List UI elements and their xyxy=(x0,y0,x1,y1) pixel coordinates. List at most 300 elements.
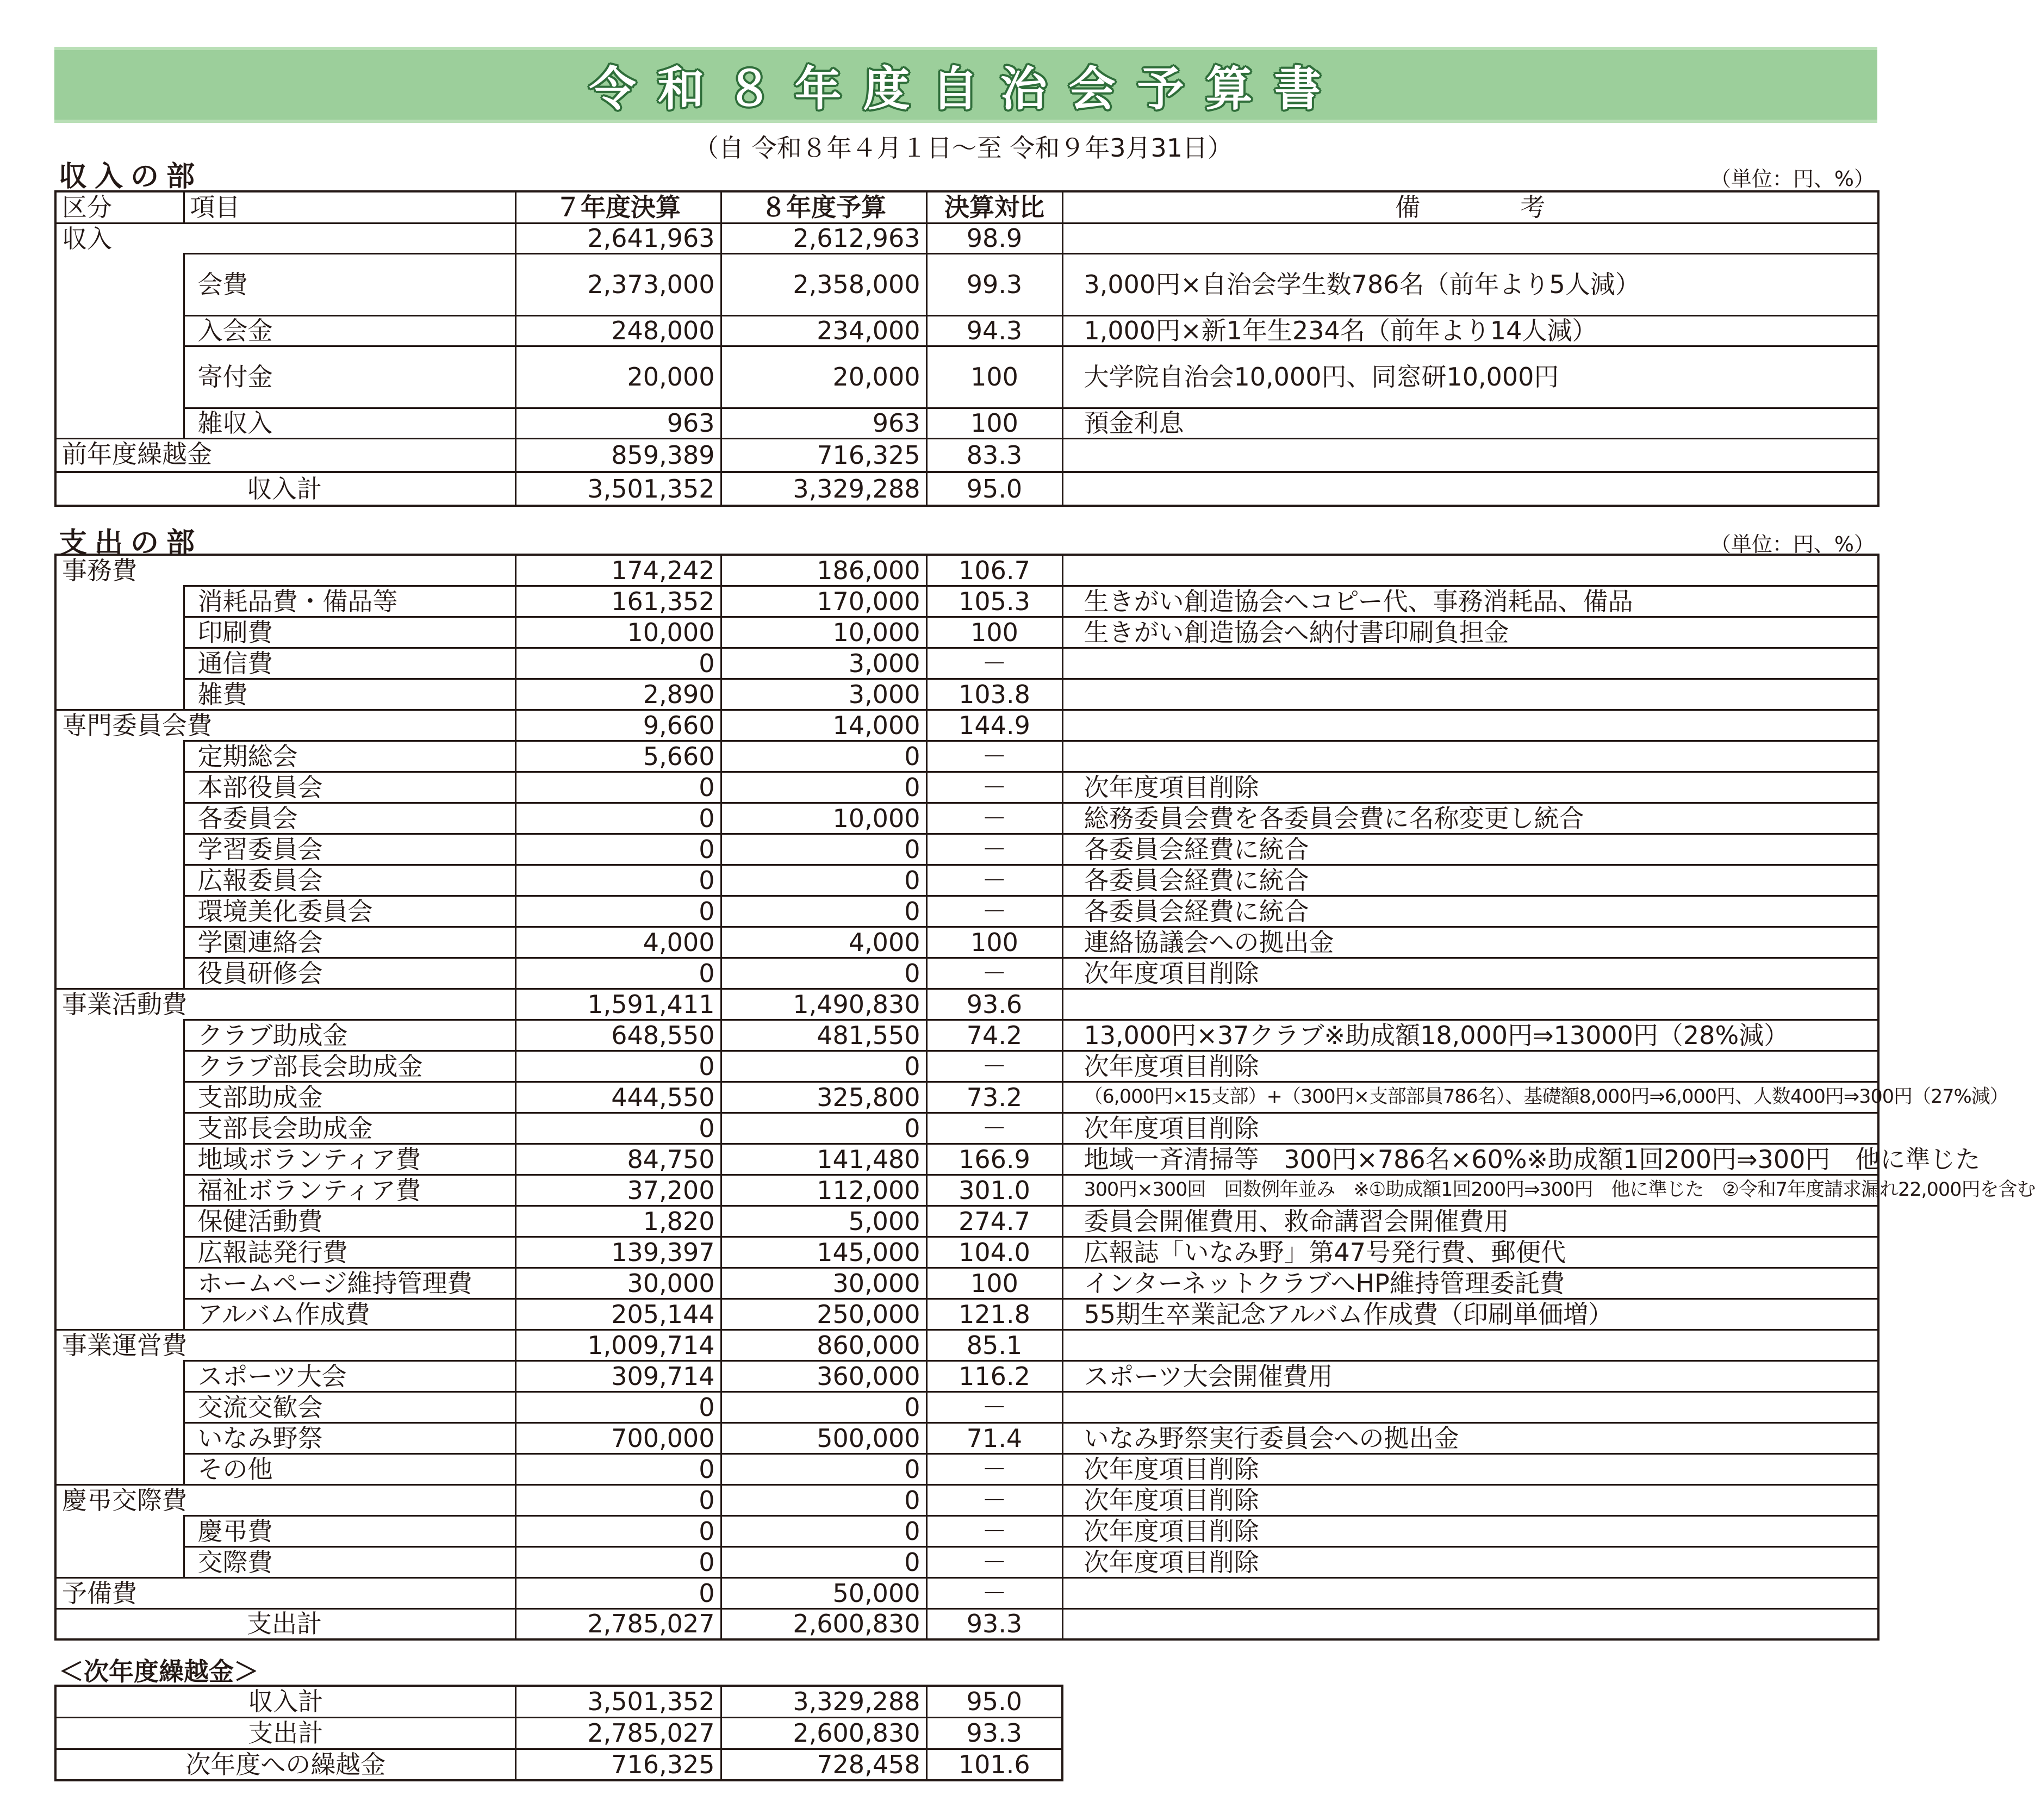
income-header-row xyxy=(55,191,1878,223)
budget-value: 4,000 xyxy=(721,927,926,958)
ratio-value: － xyxy=(926,741,1062,772)
prev-settlement-value: 2,641,963 xyxy=(515,223,721,253)
category-label: 事業活動費 xyxy=(55,989,515,1020)
header-budget: ８年度予算 xyxy=(721,191,926,223)
note-text: いなみ野祭実行委員会への拠出金 xyxy=(1062,1423,1878,1453)
note-text: 13,000円×37クラブ※助成額18,000円⇒13000円（28%減） xyxy=(1062,1020,1878,1051)
category-spacer xyxy=(55,1020,184,1051)
ratio-value: 106.7 xyxy=(926,555,1062,586)
category-spacer xyxy=(55,896,184,927)
ratio-value: － xyxy=(926,834,1062,865)
prev-settlement-value: 0 xyxy=(515,1515,721,1546)
category-spacer xyxy=(55,1206,184,1237)
ratio-value: － xyxy=(926,1453,1062,1484)
note-text: スポーツ大会開催費用 xyxy=(1062,1361,1878,1392)
note-text: 各委員会経費に統合 xyxy=(1062,896,1878,927)
category-spacer xyxy=(55,1299,184,1330)
table-row xyxy=(55,1577,1878,1608)
item-label: 交際費 xyxy=(184,1546,515,1577)
prev-settlement-value: 963 xyxy=(515,408,721,438)
budget-value: 0 xyxy=(721,896,926,927)
budget-value: 10,000 xyxy=(721,803,926,834)
table-row xyxy=(55,1051,1878,1082)
ratio-value: － xyxy=(926,1113,1062,1144)
ratio-value: 71.4 xyxy=(926,1423,1062,1453)
note-text: 次年度項目削除 xyxy=(1062,1546,1878,1577)
expense-total-budget: 2,600,830 xyxy=(721,1608,926,1639)
category-spacer xyxy=(55,586,184,617)
item-label: 通信費 xyxy=(184,648,515,679)
ratio-value: 301.0 xyxy=(926,1175,1062,1206)
note-text: 総務委員会費を各委員会費に名称変更し統合 xyxy=(1062,803,1878,834)
expense-total-prev: 2,785,027 xyxy=(515,1608,721,1639)
ratio-value: 103.8 xyxy=(926,679,1062,710)
category-spacer xyxy=(55,741,184,772)
budget-value: 10,000 xyxy=(721,617,926,648)
item-label: 広報委員会 xyxy=(184,865,515,896)
budget-value: 145,000 xyxy=(721,1237,926,1268)
ratio-value: 98.9 xyxy=(926,223,1062,253)
category-spacer xyxy=(55,1515,184,1546)
table-row xyxy=(55,927,1878,958)
table-row xyxy=(55,586,1878,617)
table-row xyxy=(55,555,1878,586)
prev-settlement-value: 859,389 xyxy=(515,438,721,472)
prev-settlement-value: 30,000 xyxy=(515,1268,721,1299)
prev-settlement-value: 700,000 xyxy=(515,1423,721,1453)
income-total-label: 収入計 xyxy=(55,472,515,506)
category-label: 事務費 xyxy=(55,555,515,586)
category-spacer xyxy=(55,1361,184,1392)
note-text: 次年度項目削除 xyxy=(1062,1113,1878,1144)
table-row xyxy=(55,710,1878,741)
budget-value: 3,000 xyxy=(721,679,926,710)
item-label: 入会金 xyxy=(184,315,515,346)
note-text: 生きがい創造協会へコピー代、事務消耗品、備品 xyxy=(1062,586,1878,617)
budget-value: 481,550 xyxy=(721,1020,926,1051)
table-row xyxy=(55,1113,1878,1144)
budget-value: 0 xyxy=(721,1484,926,1515)
category-label: 専門委員会費 xyxy=(55,710,515,741)
prev-settlement-value: 1,009,714 xyxy=(515,1330,721,1361)
prev-settlement-value: 1,820 xyxy=(515,1206,721,1237)
budget-value: 963 xyxy=(721,408,926,438)
category-spacer xyxy=(55,648,184,679)
expense-table xyxy=(54,554,2035,1641)
category-spacer xyxy=(55,1237,184,1268)
carryover-label: 収入計 xyxy=(55,1686,515,1717)
note-text: 次年度項目削除 xyxy=(1062,1051,1878,1082)
carryover-prev-value: 3,501,352 xyxy=(515,1686,721,1717)
note-text: 各委員会経費に統合 xyxy=(1062,834,1878,865)
table-row xyxy=(55,617,1878,648)
ratio-value: 83.3 xyxy=(926,438,1062,472)
prev-settlement-value: 20,000 xyxy=(515,346,721,408)
category-spacer xyxy=(55,803,184,834)
note-text xyxy=(1062,438,1878,472)
ratio-value: － xyxy=(926,1577,1062,1608)
ratio-value: － xyxy=(926,1051,1062,1082)
category-spacer xyxy=(55,1453,184,1484)
table-row xyxy=(55,1144,1878,1175)
prev-settlement-value: 161,352 xyxy=(515,586,721,617)
note-text: 大学院自治会10,000円、同窓研10,000円 xyxy=(1062,346,1878,408)
note-text xyxy=(1062,223,1878,253)
item-label: 福祉ボランティア費 xyxy=(184,1175,515,1206)
ratio-value: － xyxy=(926,1484,1062,1515)
item-label: 環境美化委員会 xyxy=(184,896,515,927)
budget-value: 0 xyxy=(721,1392,926,1423)
ratio-value: － xyxy=(926,958,1062,989)
item-label: 雑費 xyxy=(184,679,515,710)
carryover-ratio-value: 101.6 xyxy=(926,1749,1062,1780)
ratio-value: 73.2 xyxy=(926,1082,1062,1113)
category-label: 予備費 xyxy=(55,1577,515,1608)
table-row xyxy=(55,958,1878,989)
note-text: 預金利息 xyxy=(1062,408,1878,438)
header-note: 備 考 xyxy=(1062,191,1878,223)
ratio-value: 100 xyxy=(926,1268,1062,1299)
category-spacer xyxy=(55,865,184,896)
prev-settlement-value: 0 xyxy=(515,648,721,679)
budget-value: 716,325 xyxy=(721,438,926,472)
note-text: 3,000円×自治会学生数786名（前年より5人減） xyxy=(1062,253,1878,315)
item-label: アルバム作成費 xyxy=(184,1299,515,1330)
ratio-value: 100 xyxy=(926,346,1062,408)
carryover-budget-value: 3,329,288 xyxy=(721,1686,926,1717)
note-text: 次年度項目削除 xyxy=(1062,772,1878,803)
note-text: 次年度項目削除 xyxy=(1062,1453,1878,1484)
table-row xyxy=(55,834,1878,865)
prev-settlement-value: 84,750 xyxy=(515,1144,721,1175)
item-label: 寄付金 xyxy=(184,346,515,408)
item-label: いなみ野祭 xyxy=(184,1423,515,1453)
budget-value: 0 xyxy=(721,834,926,865)
category-spacer xyxy=(55,315,184,346)
income-total-row xyxy=(55,472,1878,506)
item-label: 支部長会助成金 xyxy=(184,1113,515,1144)
note-text: 各委員会経費に統合 xyxy=(1062,865,1878,896)
budget-value: 186,000 xyxy=(721,555,926,586)
item-label: 雑収入 xyxy=(184,408,515,438)
budget-value: 2,358,000 xyxy=(721,253,926,315)
prev-settlement-value: 248,000 xyxy=(515,315,721,346)
category-label: 慶弔交際費 xyxy=(55,1484,515,1515)
table-row xyxy=(55,741,1878,772)
item-label: 定期総会 xyxy=(184,741,515,772)
note-text xyxy=(1062,555,1878,586)
income-total-ratio: 95.0 xyxy=(926,472,1062,506)
table-row xyxy=(55,1299,1878,1330)
item-label: 印刷費 xyxy=(184,617,515,648)
category-label: 収入 xyxy=(55,223,515,253)
prev-settlement-value: 5,660 xyxy=(515,741,721,772)
prev-settlement-value: 174,242 xyxy=(515,555,721,586)
ratio-value: － xyxy=(926,803,1062,834)
header-item: 項目 xyxy=(184,191,515,223)
ratio-value: 105.3 xyxy=(926,586,1062,617)
table-row xyxy=(55,1484,1878,1515)
note-text: 委員会開催費用、救命講習会開催費用 xyxy=(1062,1206,1878,1237)
title-banner xyxy=(54,47,1877,123)
ratio-value: 116.2 xyxy=(926,1361,1062,1392)
carryover-label: 支出計 xyxy=(55,1717,515,1749)
budget-value: 112,000 xyxy=(721,1175,926,1206)
prev-settlement-value: 0 xyxy=(515,834,721,865)
prev-settlement-value: 0 xyxy=(515,1392,721,1423)
note-text xyxy=(1062,710,1878,741)
ratio-value: 94.3 xyxy=(926,315,1062,346)
prev-settlement-value: 0 xyxy=(515,1546,721,1577)
carryover-table xyxy=(54,1685,1063,1781)
ratio-value: － xyxy=(926,1546,1062,1577)
category-spacer xyxy=(55,1051,184,1082)
expense-total-label: 支出計 xyxy=(55,1608,515,1639)
ratio-value: 93.6 xyxy=(926,989,1062,1020)
carryover-section-title: ＜次年度繰越金＞ xyxy=(59,1657,259,1686)
header-ratio: 決算対比 xyxy=(926,191,1062,223)
ratio-value: － xyxy=(926,865,1062,896)
note-text: 地域一斉清掃等 300円×786名×60%※助成額1回200円⇒300円 他に準じた xyxy=(1062,1144,1878,1175)
ratio-value: 166.9 xyxy=(926,1144,1062,1175)
budget-value: 0 xyxy=(721,772,926,803)
category-spacer xyxy=(55,1082,184,1113)
category-spacer xyxy=(55,1144,184,1175)
prev-settlement-value: 0 xyxy=(515,772,721,803)
prev-settlement-value: 0 xyxy=(515,1113,721,1144)
table-row xyxy=(55,1206,1878,1237)
expense-total-note xyxy=(1062,1608,1878,1639)
note-text: インターネットクラブへHP維持管理委託費 xyxy=(1062,1268,1878,1299)
category-spacer xyxy=(55,834,184,865)
item-label: 消耗品費・備品等 xyxy=(184,586,515,617)
table-row xyxy=(55,253,1878,315)
prev-settlement-value: 0 xyxy=(515,958,721,989)
budget-value: 50,000 xyxy=(721,1577,926,1608)
item-label: その他 xyxy=(184,1453,515,1484)
prev-settlement-value: 0 xyxy=(515,1453,721,1484)
note-text xyxy=(1062,679,1878,710)
ratio-value: 144.9 xyxy=(926,710,1062,741)
budget-value: 1,490,830 xyxy=(721,989,926,1020)
budget-value: 141,480 xyxy=(721,1144,926,1175)
note-text xyxy=(1062,1392,1878,1423)
prev-settlement-value: 0 xyxy=(515,1051,721,1082)
budget-value: 0 xyxy=(721,1113,926,1144)
category-spacer xyxy=(55,253,184,315)
prev-settlement-value: 648,550 xyxy=(515,1020,721,1051)
table-row xyxy=(55,1392,1878,1423)
category-spacer xyxy=(55,1113,184,1144)
note-text xyxy=(1062,989,1878,1020)
income-total-note xyxy=(1062,472,1878,506)
budget-value: 234,000 xyxy=(721,315,926,346)
item-label: ホームページ維持管理費 xyxy=(184,1268,515,1299)
note-text: （6,000円×15支部）+（300円×支部部員786名）、基礎額8,000円⇒6,000円、人数400円⇒300円（27%減） xyxy=(1062,1082,1878,1113)
carryover-prev-value: 2,785,027 xyxy=(515,1717,721,1749)
budget-value: 860,000 xyxy=(721,1330,926,1361)
budget-value: 500,000 xyxy=(721,1423,926,1453)
table-row xyxy=(55,223,1878,253)
category-spacer xyxy=(55,1546,184,1577)
budget-value: 5,000 xyxy=(721,1206,926,1237)
table-row xyxy=(55,346,1878,408)
table-row xyxy=(55,865,1878,896)
note-text xyxy=(1062,648,1878,679)
ratio-value: 100 xyxy=(926,617,1062,648)
item-label: 交流交歓会 xyxy=(184,1392,515,1423)
table-row xyxy=(55,1546,1878,1577)
prev-settlement-value: 9,660 xyxy=(515,710,721,741)
note-text: 次年度項目削除 xyxy=(1062,1484,1878,1515)
budget-value: 20,000 xyxy=(721,346,926,408)
fiscal-period: （自 令和８年４月１日～至 令和９年3月31日） xyxy=(693,133,1233,163)
category-spacer xyxy=(55,1392,184,1423)
category-spacer xyxy=(55,1268,184,1299)
item-label: 地域ボランティア費 xyxy=(184,1144,515,1175)
item-label: 役員研修会 xyxy=(184,958,515,989)
table-row xyxy=(55,1361,1878,1392)
table-row xyxy=(55,896,1878,927)
table-row xyxy=(55,772,1878,803)
income-table xyxy=(54,190,1880,507)
category-spacer xyxy=(55,679,184,710)
prev-settlement-value: 0 xyxy=(515,803,721,834)
table-row xyxy=(55,1020,1878,1051)
budget-value: 325,800 xyxy=(721,1082,926,1113)
budget-value: 14,000 xyxy=(721,710,926,741)
carryover-ratio-value: 95.0 xyxy=(926,1686,1062,1717)
budget-value: 30,000 xyxy=(721,1268,926,1299)
expense-total-row xyxy=(55,1608,1878,1639)
prev-settlement-value: 0 xyxy=(515,1577,721,1608)
item-label: 学習委員会 xyxy=(184,834,515,865)
prev-settlement-value: 0 xyxy=(515,865,721,896)
budget-value: 0 xyxy=(721,958,926,989)
carryover-label: 次年度への繰越金 xyxy=(55,1749,515,1780)
table-row xyxy=(55,1423,1878,1453)
ratio-value: 99.3 xyxy=(926,253,1062,315)
income-total-budget: 3,329,288 xyxy=(721,472,926,506)
category-spacer xyxy=(55,1175,184,1206)
prev-settlement-value: 139,397 xyxy=(515,1237,721,1268)
table-row xyxy=(55,679,1878,710)
table-row xyxy=(55,1330,1878,1361)
carryover-budget-value: 2,600,830 xyxy=(721,1717,926,1749)
carryover-row xyxy=(55,1749,1062,1780)
note-text: 生きがい創造協会へ納付書印刷負担金 xyxy=(1062,617,1878,648)
note-text xyxy=(1062,1330,1878,1361)
item-label: スポーツ大会 xyxy=(184,1361,515,1392)
prev-settlement-value: 1,591,411 xyxy=(515,989,721,1020)
carryover-ratio-value: 93.3 xyxy=(926,1717,1062,1749)
income-section-title: 収入の部 xyxy=(59,160,203,193)
ratio-value: 274.7 xyxy=(926,1206,1062,1237)
budget-value: 360,000 xyxy=(721,1361,926,1392)
prev-settlement-value: 0 xyxy=(515,1484,721,1515)
prev-settlement-value: 309,714 xyxy=(515,1361,721,1392)
category-label: 前年度繰越金 xyxy=(55,438,515,472)
note-text: 次年度項目削除 xyxy=(1062,958,1878,989)
note-text: 300円×300回 回数例年並み ※①助成額1回200円⇒300円 他に準じた ②令和7年度請求漏れ22,000円を含む xyxy=(1062,1175,1878,1206)
category-spacer xyxy=(55,1423,184,1453)
ratio-value: 100 xyxy=(926,408,1062,438)
item-label: 慶弔費 xyxy=(184,1515,515,1546)
budget-value: 0 xyxy=(721,1051,926,1082)
category-spacer xyxy=(55,617,184,648)
item-label: クラブ助成金 xyxy=(184,1020,515,1051)
page-title: 令和８年度自治会予算書 xyxy=(589,62,1343,116)
note-text xyxy=(1062,1577,1878,1608)
table-row xyxy=(55,1082,1878,1113)
item-label: 各委員会 xyxy=(184,803,515,834)
budget-value: 0 xyxy=(721,1546,926,1577)
budget-value: 0 xyxy=(721,1515,926,1546)
ratio-value: － xyxy=(926,648,1062,679)
carryover-prev-value: 716,325 xyxy=(515,1749,721,1780)
ratio-value: － xyxy=(926,772,1062,803)
note-text: 連絡協議会への拠出金 xyxy=(1062,927,1878,958)
category-label: 事業運営費 xyxy=(55,1330,515,1361)
carryover-row xyxy=(55,1717,1062,1749)
header-kubun: 区分 xyxy=(55,191,184,223)
prev-settlement-value: 37,200 xyxy=(515,1175,721,1206)
table-row xyxy=(55,1175,1878,1206)
note-text xyxy=(1062,741,1878,772)
carryover-row xyxy=(55,1686,1062,1717)
note-text: 次年度項目削除 xyxy=(1062,1515,1878,1546)
category-spacer xyxy=(55,772,184,803)
note-text: 55期生卒業記念アルバム作成費（印刷単価増） xyxy=(1062,1299,1878,1330)
expense-total-ratio: 93.3 xyxy=(926,1608,1062,1639)
prev-settlement-value: 205,144 xyxy=(515,1299,721,1330)
budget-value: 0 xyxy=(721,865,926,896)
budget-value: 250,000 xyxy=(721,1299,926,1330)
carryover-budget-value: 728,458 xyxy=(721,1749,926,1780)
item-label: 本部役員会 xyxy=(184,772,515,803)
note-text: 1,000円×新1年生234名（前年より14人減） xyxy=(1062,315,1878,346)
prev-settlement-value: 4,000 xyxy=(515,927,721,958)
income-unit-label: （単位：円、%） xyxy=(1710,167,1875,191)
budget-value: 170,000 xyxy=(721,586,926,617)
budget-value: 0 xyxy=(721,1453,926,1484)
expense-section-title: 支出の部 xyxy=(59,527,203,560)
header-prev-settlement: ７年度決算 xyxy=(515,191,721,223)
item-label: 学園連絡会 xyxy=(184,927,515,958)
prev-settlement-value: 2,373,000 xyxy=(515,253,721,315)
ratio-value: 85.1 xyxy=(926,1330,1062,1361)
item-label: 保健活動費 xyxy=(184,1206,515,1237)
prev-settlement-value: 0 xyxy=(515,896,721,927)
table-row xyxy=(55,989,1878,1020)
table-row xyxy=(55,408,1878,438)
table-row xyxy=(55,803,1878,834)
prev-settlement-value: 444,550 xyxy=(515,1082,721,1113)
note-text: 広報誌「いなみ野」第47号発行費、郵便代 xyxy=(1062,1237,1878,1268)
budget-value: 0 xyxy=(721,741,926,772)
budget-value: 3,000 xyxy=(721,648,926,679)
ratio-value: 104.0 xyxy=(926,1237,1062,1268)
prev-settlement-value: 2,890 xyxy=(515,679,721,710)
ratio-value: 100 xyxy=(926,927,1062,958)
ratio-value: 74.2 xyxy=(926,1020,1062,1051)
ratio-value: － xyxy=(926,1515,1062,1546)
item-label: クラブ部長会助成金 xyxy=(184,1051,515,1082)
table-row xyxy=(55,438,1878,472)
item-label: 広報誌発行費 xyxy=(184,1237,515,1268)
category-spacer xyxy=(55,958,184,989)
item-label: 支部助成金 xyxy=(184,1082,515,1113)
